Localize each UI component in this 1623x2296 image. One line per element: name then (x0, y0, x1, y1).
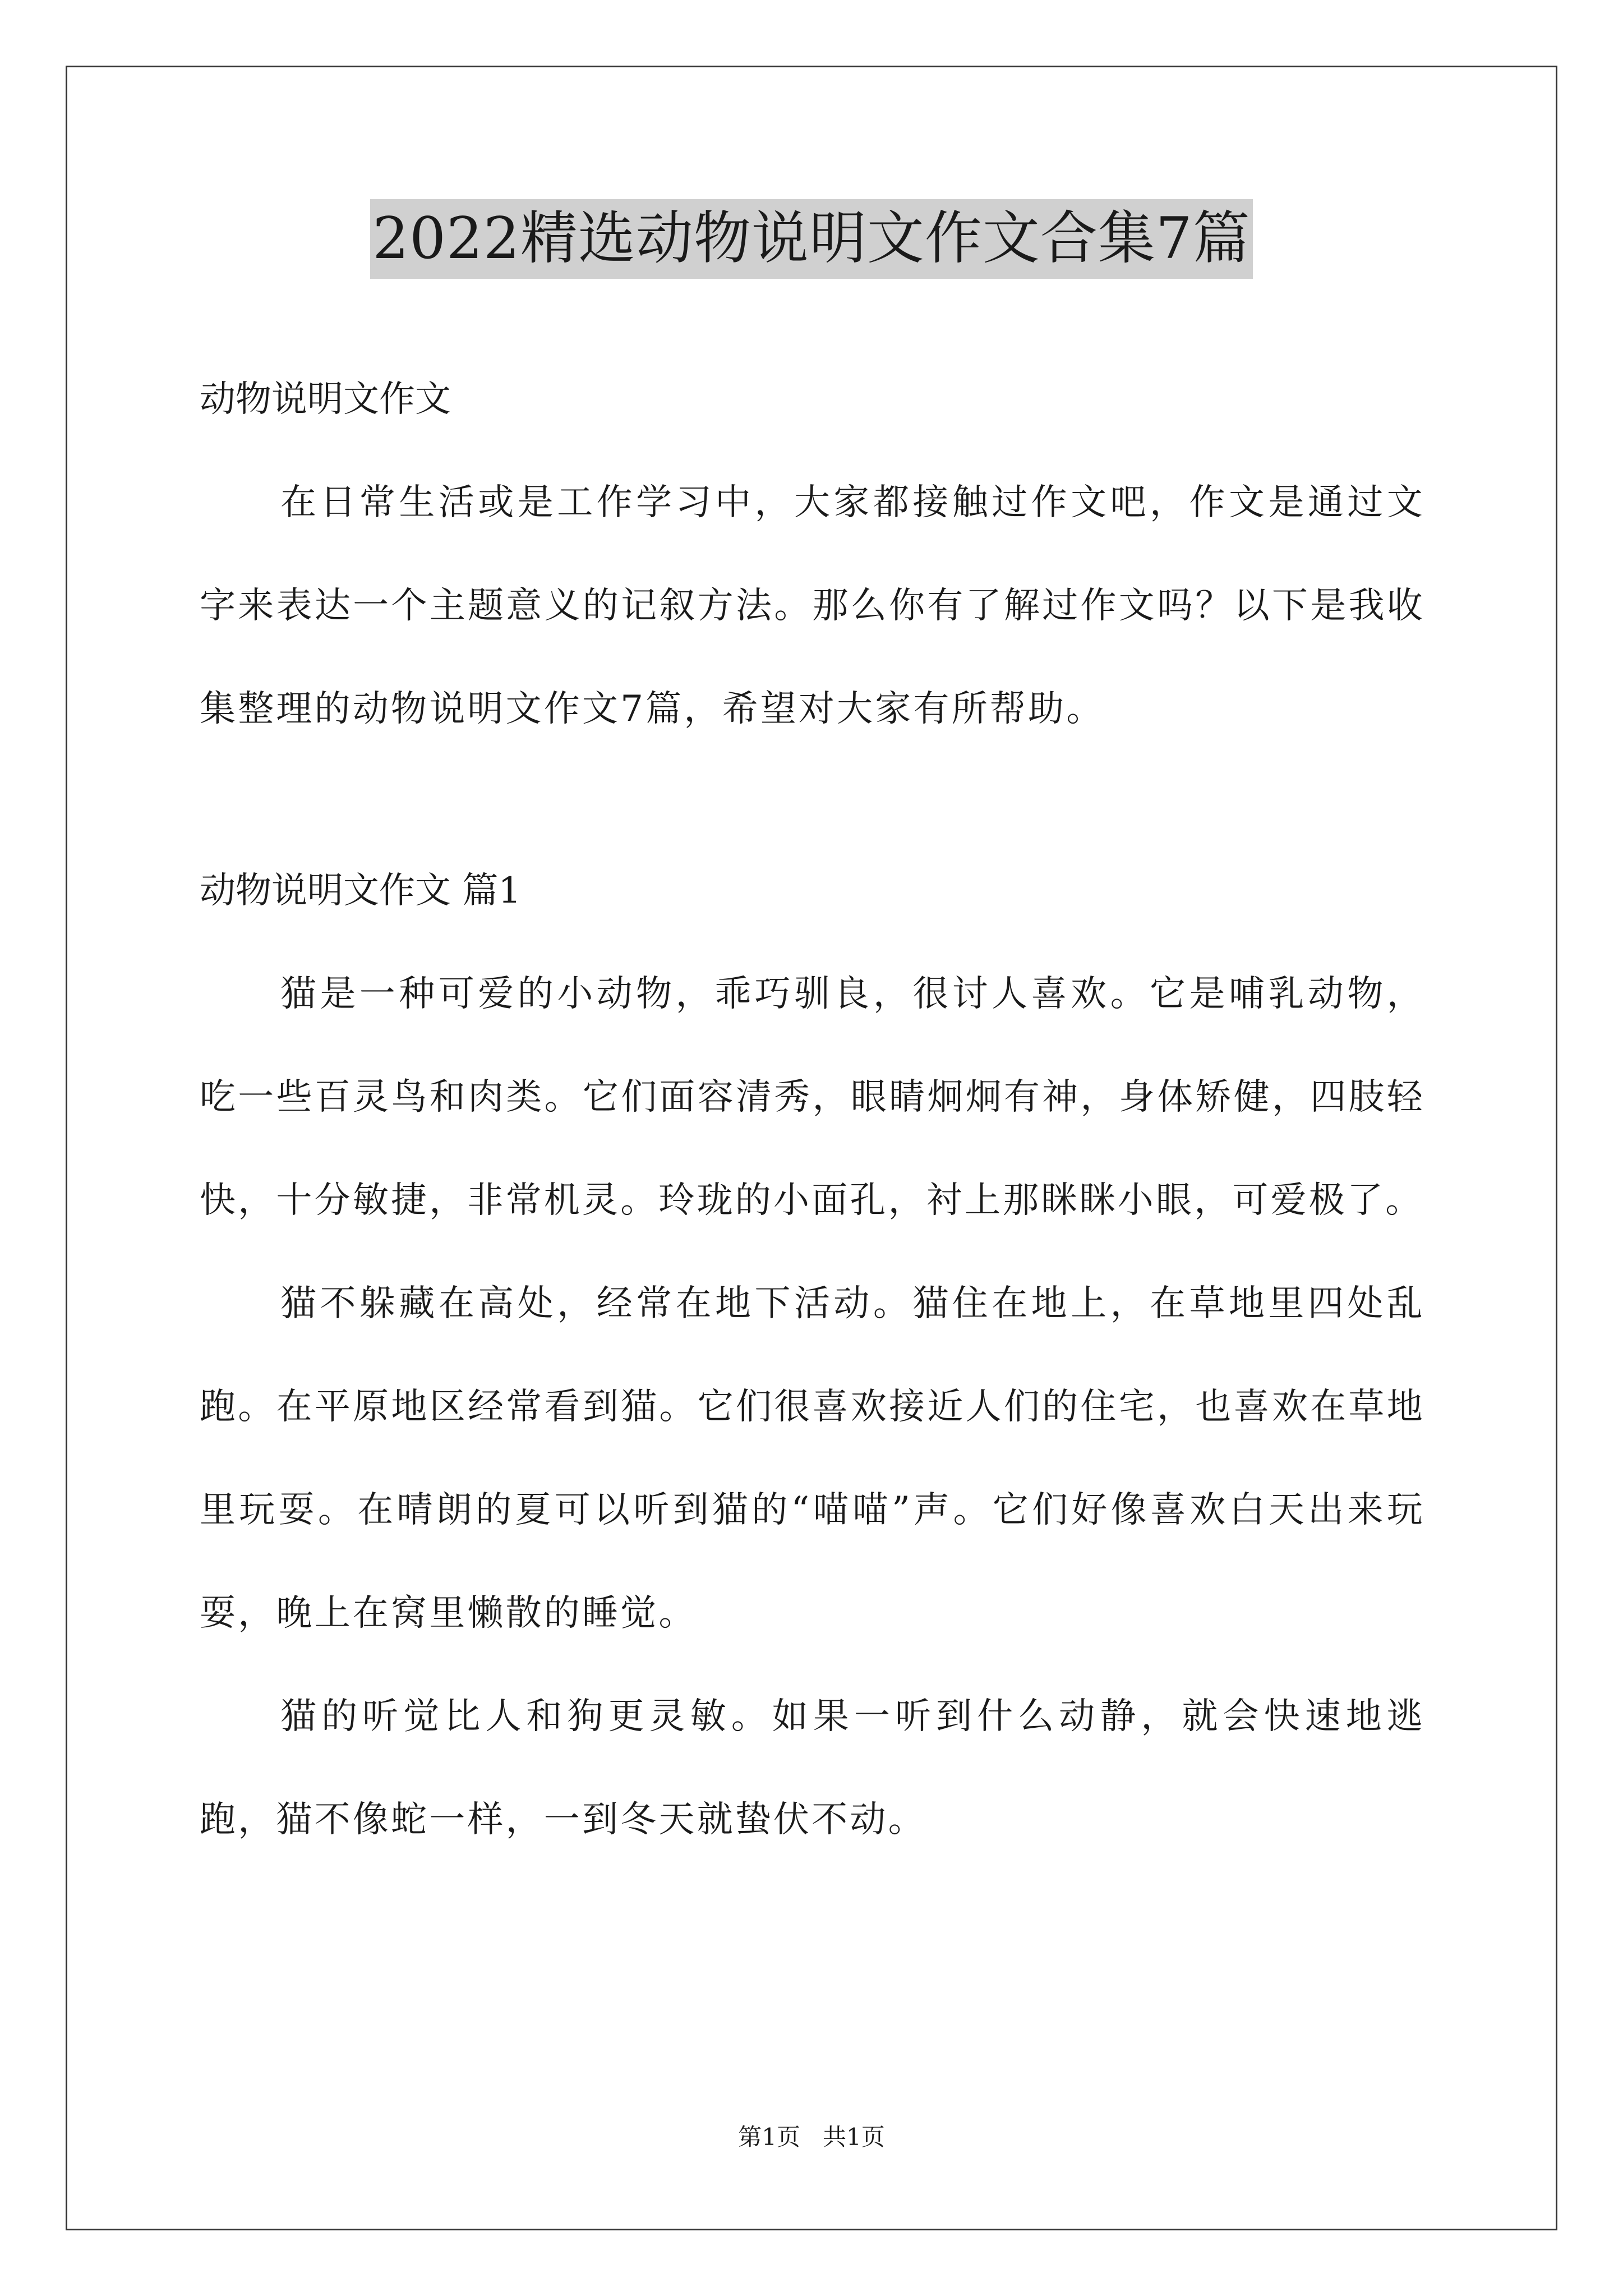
title-wrap (0, 199, 1623, 279)
section-spacer (200, 761, 1425, 839)
document-body (200, 348, 1425, 1871)
section-paragraph-2: 猫不躲藏在高处，经常在地下活动。猫住在地上，在草地里四处乱跑。在平原地区经常看到猫。它们很喜欢接近人们的住宅，也喜欢在草地里玩耍。在晴朗的夏可以听到猫的“喵喵”声。它们好像喜欢白天出来玩耍，晚上在窝里懒散的睡觉。 (200, 1283, 1425, 1634)
page-footer: 第1页 共1页 (738, 2123, 885, 2151)
document-title: 2022精选动物说明文作文合集7篇 (370, 199, 1252, 279)
section-paragraph-1: 猫是一种可爱的小动物，乖巧驯良，很讨人喜欢。它是哺乳动物，吃一些百灵鸟和肉类。它们面容清秀，眼睛炯炯有神，身体矫健，四肢轻快，十分敏捷，非常机灵。玲珑的小面孔，衬上那眯眯小眼，可爱极了。 (200, 973, 1425, 1221)
intro-paragraph: 在日常生活或是工作学习中，大家都接触过作文吧，作文是通过文字来表达一个主题意义的记叙方法。那么你有了解过作文吗？以下是我收集整理的动物说明文作文7篇，希望对大家有所帮助。 (200, 482, 1425, 730)
section-heading: 动物说明文作文 篇1 (200, 870, 522, 912)
section-paragraph-3: 猫的听觉比人和狗更灵敏。如果一听到什么动静，就会快速地逃跑，猫不像蛇一样，一到冬天就蛰伏不动。 (200, 1696, 1425, 1841)
intro-heading: 动物说明文作文 (200, 379, 451, 420)
